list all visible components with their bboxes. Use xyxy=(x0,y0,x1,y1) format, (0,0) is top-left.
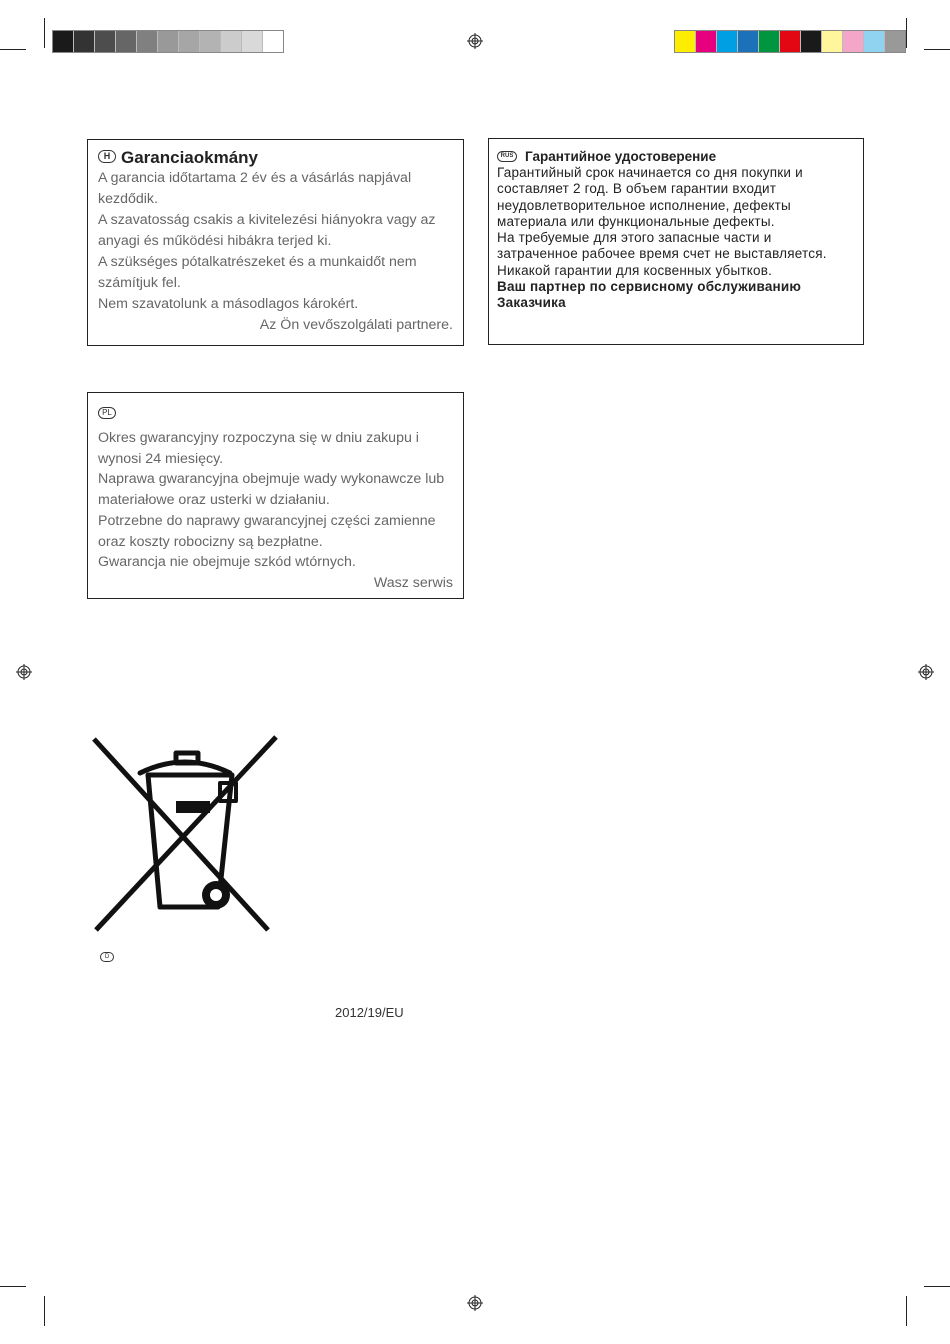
crop-mark-bottom-left-h xyxy=(0,1286,26,1287)
color-swatch xyxy=(675,31,696,52)
color-swatch xyxy=(221,31,242,52)
registration-mark-icon xyxy=(16,664,32,680)
color-swatch xyxy=(696,31,717,52)
registration-mark-icon xyxy=(467,1295,483,1311)
warranty-line: Никакой гарантии для косвенных убытков. xyxy=(497,262,773,278)
color-swatch xyxy=(242,31,263,52)
language-badge-pl: PL xyxy=(98,407,116,419)
language-badge-h: H xyxy=(98,150,116,163)
warranty-box-russian xyxy=(488,138,864,345)
color-swatch xyxy=(801,31,822,52)
warranty-line: Potrzebne do naprawy gwarancyjnej części zamienne oraz koszty robocizny są bezpłatne. xyxy=(98,512,436,550)
color-swatch xyxy=(53,31,74,52)
color-swatch xyxy=(759,31,780,52)
color-swatch xyxy=(179,31,200,52)
warranty-line: На требуемые для этого запасные части и затраченное рабочее время счет не выставляется. xyxy=(497,230,827,262)
warranty-line: Nem szavatolunk a másodlagos károkért. xyxy=(98,296,359,312)
color-swatch xyxy=(780,31,801,52)
color-swatch xyxy=(738,31,759,52)
color-swatch-strip xyxy=(674,30,906,53)
color-swatch xyxy=(717,31,738,52)
warranty-title-hungarian xyxy=(98,148,453,168)
warranty-box-polish xyxy=(87,392,464,599)
color-swatch xyxy=(158,31,179,52)
registration-mark-icon xyxy=(918,664,934,680)
color-swatch xyxy=(116,31,137,52)
color-swatch xyxy=(885,31,905,52)
warranty-signature: Wasz serwis xyxy=(373,574,453,591)
color-swatch xyxy=(864,31,885,52)
crossed-out-wheelie-bin-icon xyxy=(90,735,280,935)
crop-mark-bottom-left-v xyxy=(44,1296,45,1326)
title-text: Garanciaokmány xyxy=(121,148,259,167)
warranty-signature: Ваш партнер по сервисному обслуживанию Заказчика xyxy=(497,279,802,311)
crop-mark-bottom-right-h xyxy=(924,1286,950,1287)
color-swatch xyxy=(822,31,843,52)
crop-mark-top-right-h xyxy=(924,49,950,50)
warranty-line: A garancia időtartama 2 év és a vásárlás napjával kezdődik. xyxy=(98,170,412,207)
gray-swatch-strip xyxy=(52,30,284,53)
crop-mark-top-right-v xyxy=(906,18,907,48)
color-swatch xyxy=(95,31,116,52)
weee-directive-number: 2012/19/EU xyxy=(335,1005,404,1020)
registration-mark-icon xyxy=(467,33,483,49)
crop-mark-top-left-h xyxy=(0,49,26,50)
warranty-line: A szükséges pótalkatrészeket és a munkaidőt nem számítjuk fel. xyxy=(98,254,417,291)
warranty-title-russian xyxy=(497,149,855,165)
color-swatch xyxy=(137,31,158,52)
color-swatch xyxy=(200,31,221,52)
language-badge-rus: RUS xyxy=(497,151,517,162)
crop-mark-bottom-right-v xyxy=(906,1296,907,1326)
color-swatch xyxy=(843,31,864,52)
title-text: Гарантийное удостоверение xyxy=(525,149,717,164)
language-badge-d: D xyxy=(100,952,114,962)
warranty-line: Gwarancja nie obejmuje szkód wtórnych. xyxy=(98,554,356,571)
warranty-line: A szavatosság csakis a kivitelezési hiányokra vagy az anyagi és működési hibákra terjed ki. xyxy=(98,212,436,249)
color-swatch xyxy=(74,31,95,52)
crop-mark-top-left-v xyxy=(44,18,45,48)
color-swatch xyxy=(263,31,283,52)
warranty-line: Okres gwarancyjny rozpoczyna się w dniu zakupu i wynosi 24 miesięcy. xyxy=(98,430,419,467)
warranty-signature: Az Ön vevőszolgálati partnere. xyxy=(259,317,453,333)
warranty-line: Гарантийный срок начинается со дня покупки и составляет 2 год. В объем гарантии входит неудовлетворительное исполнение, дефекты материала или функциональные дефекты. xyxy=(497,165,803,229)
warranty-line: Naprawa gwarancyjna obejmuje wady wykonawcze lub materiałowe oraz usterki w działaniu. xyxy=(98,471,445,509)
warranty-box-hungarian xyxy=(87,139,464,346)
